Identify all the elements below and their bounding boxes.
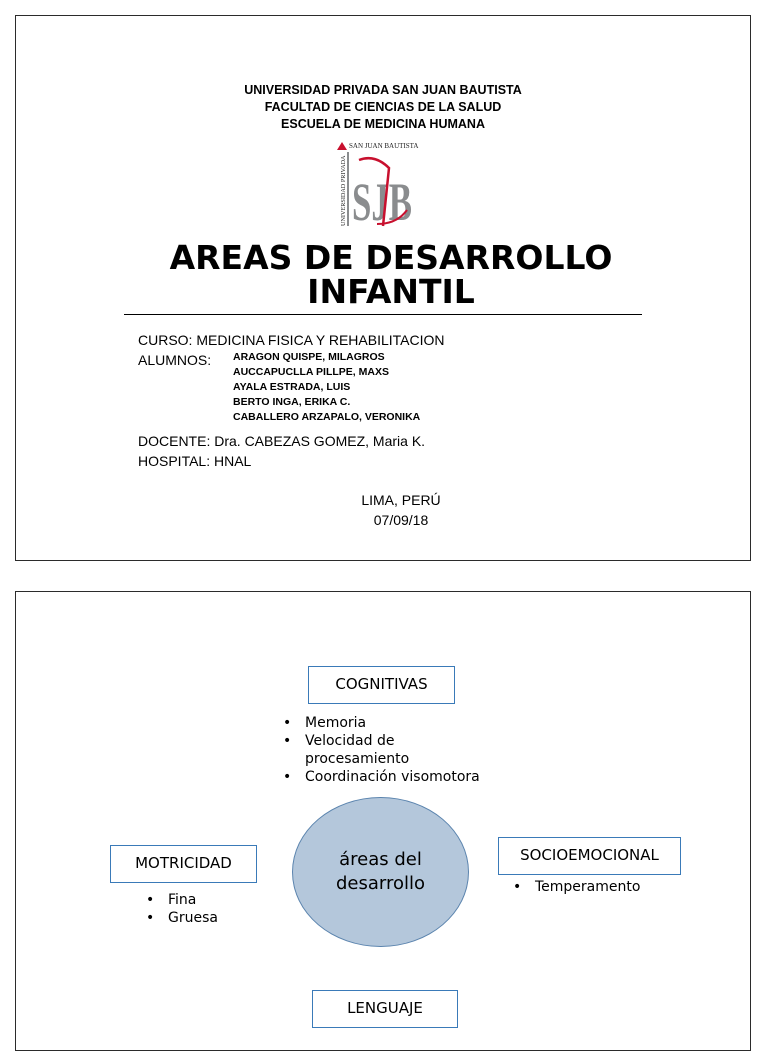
center-label-line1: áreas del [339, 849, 422, 870]
course-info: CURSO: MEDICINA FISICA Y REHABILITACION [138, 332, 445, 348]
diagram-slide [15, 591, 751, 1051]
cognitive-list [281, 714, 480, 786]
title-divider [124, 314, 642, 315]
presentation-title-line1: AREAS DE DESARROLLO [169, 238, 613, 277]
place: LIMA, PERÚ [361, 492, 441, 508]
hospital-info: HOSPITAL: HNAL [138, 453, 252, 469]
faculty-name: FACULTAD DE CIENCIAS DE LA SALUD [264, 100, 502, 114]
list-item: • Temperamento [511, 878, 640, 896]
logo-monogram: SJB [352, 172, 412, 232]
language-box: LENGUAJE [312, 990, 458, 1028]
socioemotional-list [511, 878, 640, 896]
university-logo [337, 140, 419, 232]
cognitive-box: COGNITIVAS [308, 666, 455, 704]
list-item: • Gruesa [144, 909, 218, 927]
date: 07/09/18 [373, 512, 429, 528]
list-item: • Velocidad de procesamiento [281, 732, 425, 768]
motor-box: MOTRICIDAD [110, 845, 257, 883]
student-name: AYALA ESTRADA, LUIS [233, 381, 351, 393]
logo-side-text: UNIVERSIDAD PRIVADA [340, 155, 347, 226]
list-item: • Coordinación visomotora [281, 768, 480, 786]
socioemotional-box: SOCIOEMOCIONAL [498, 837, 681, 875]
university-name: UNIVERSIDAD PRIVADA SAN JUAN BAUTISTA [244, 83, 522, 97]
motor-list [144, 891, 218, 927]
students-list [233, 350, 420, 425]
student-name: AUCCAPUCLLA PILLPE, MAXS [233, 366, 389, 378]
center-label-line2: desarrollo [335, 873, 426, 894]
school-name: ESCUELA DE MEDICINA HUMANA [281, 117, 485, 131]
list-item: • Fina [144, 891, 218, 909]
student-name: ARAGON QUISPE, MILAGROS [233, 351, 385, 363]
list-item: • Memoria [281, 714, 480, 732]
students-label: ALUMNOS: [138, 352, 212, 368]
presentation-title-line2: INFANTIL [307, 272, 475, 311]
teacher-info: DOCENTE: Dra. CABEZAS GOMEZ, Maria K. [138, 433, 426, 449]
center-ellipse [292, 797, 469, 947]
student-name: BERTO INGA, ERIKA C. [233, 396, 351, 408]
logo-top-text: SAN JUAN BAUTISTA [349, 142, 419, 150]
title-slide [15, 15, 751, 561]
student-name: CABALLERO ARZAPALO, VERONIKA [233, 411, 421, 423]
